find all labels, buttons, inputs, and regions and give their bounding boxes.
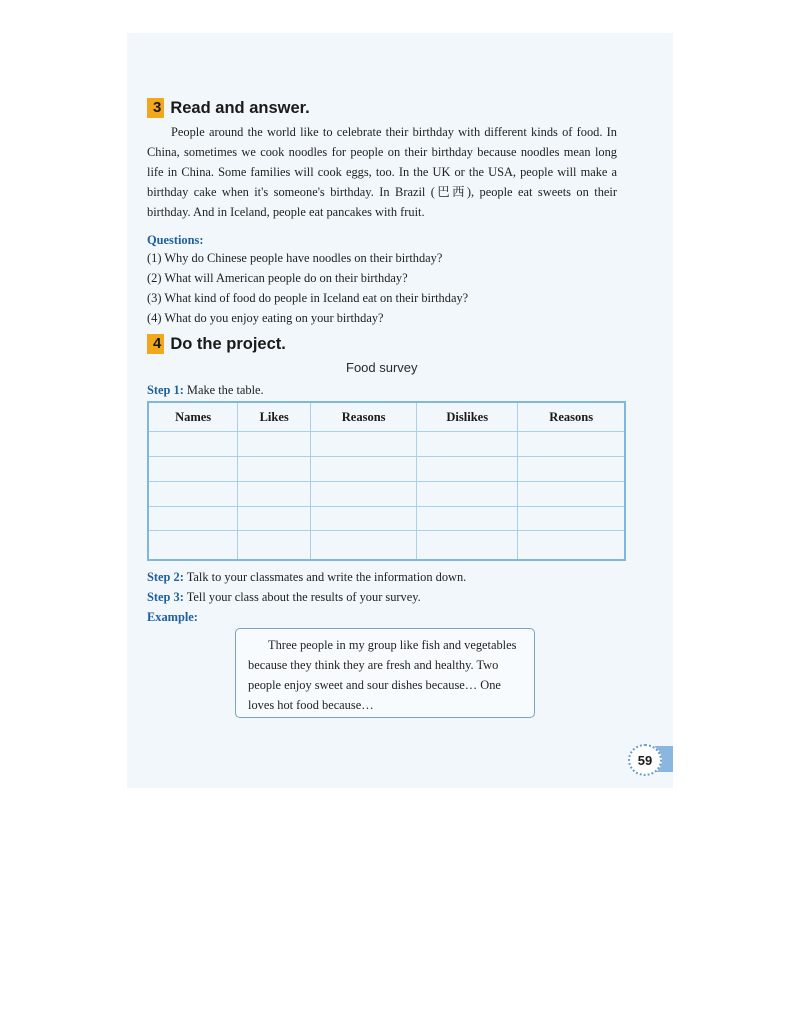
section-title: Do the project. (170, 334, 286, 353)
table-header-likes: Likes (238, 402, 311, 432)
table-cell (148, 481, 238, 506)
table-row (148, 432, 625, 457)
table-row (148, 531, 625, 560)
survey-subtitle: Food survey (346, 360, 418, 375)
table-cell (311, 456, 417, 481)
table-cell (518, 456, 625, 481)
table-row (148, 481, 625, 506)
step-label: Step 3: (147, 590, 184, 604)
example-box (235, 628, 535, 718)
table-cell (148, 432, 238, 457)
section-4-heading (147, 334, 286, 354)
table-cell (417, 531, 518, 560)
table-cell (311, 432, 417, 457)
table-header-row (148, 402, 625, 432)
table-row (148, 506, 625, 531)
table-cell (417, 506, 518, 531)
table-header-reasons: Reasons (518, 402, 625, 432)
table-cell (417, 432, 518, 457)
table-cell (148, 531, 238, 560)
step-label: Step 1: (147, 383, 184, 397)
step-2 (147, 567, 466, 587)
example-label: Example: (147, 610, 198, 624)
table-row (148, 456, 625, 481)
question-1: (1) Why do Chinese people have noodles on their birthday? (147, 251, 443, 265)
survey-table (147, 401, 626, 561)
table-header-names: Names (148, 402, 238, 432)
passage-text: People around the world like to celebrate their birthday with different kinds of food. In China, sometimes we cook noodles for people on their birthday because noodles mean long life in China. Some families will cook eggs, too. In the UK or the USA, people will make a birthday cake when it's someone's birthday. In Brazil (巴西), people eat sweets on their birthday. And in Iceland, people eat pancakes with fruit. (147, 125, 617, 219)
table-cell (311, 531, 417, 560)
section-title: Read and answer. (170, 98, 310, 117)
question-4: (4) What do you enjoy eating on your birthday? (147, 311, 384, 325)
table-header-dislikes: Dislikes (417, 402, 518, 432)
example-text: Three people in my group like fish and vegetables because they think they are fresh and healthy. Two people enjoy sweet and sour dishes because… One loves hot food because… (248, 638, 517, 712)
step-1 (147, 380, 264, 400)
table-cell (311, 506, 417, 531)
step-3 (147, 587, 421, 607)
table-cell (148, 506, 238, 531)
table-cell (238, 481, 311, 506)
table-cell (518, 506, 625, 531)
table-cell (417, 456, 518, 481)
section-number-badge: 4 (147, 334, 164, 354)
questions-label: Questions: (147, 233, 204, 247)
question-3: (3) What kind of food do people in Iceland eat on their birthday? (147, 291, 469, 305)
step-text: Talk to your classmates and write the information down. (183, 570, 467, 584)
step-label: Step 2: (147, 570, 184, 584)
table-cell (238, 456, 311, 481)
section-number-badge: 3 (147, 98, 164, 118)
table-cell (238, 432, 311, 457)
table-cell (417, 481, 518, 506)
table-cell (238, 531, 311, 560)
table-cell (518, 531, 625, 560)
table-cell (148, 456, 238, 481)
table-cell (238, 506, 311, 531)
table-cell (311, 481, 417, 506)
table-cell (518, 432, 625, 457)
table-cell (518, 481, 625, 506)
reading-passage (147, 122, 617, 222)
section-3-heading (147, 98, 310, 118)
page-number: 59 (628, 744, 662, 776)
step-text: Make the table. (183, 383, 264, 397)
question-2: (2) What will American people do on their birthday? (147, 271, 408, 285)
step-text: Tell your class about the results of your survey. (183, 590, 421, 604)
table-header-reasons: Reasons (311, 402, 417, 432)
